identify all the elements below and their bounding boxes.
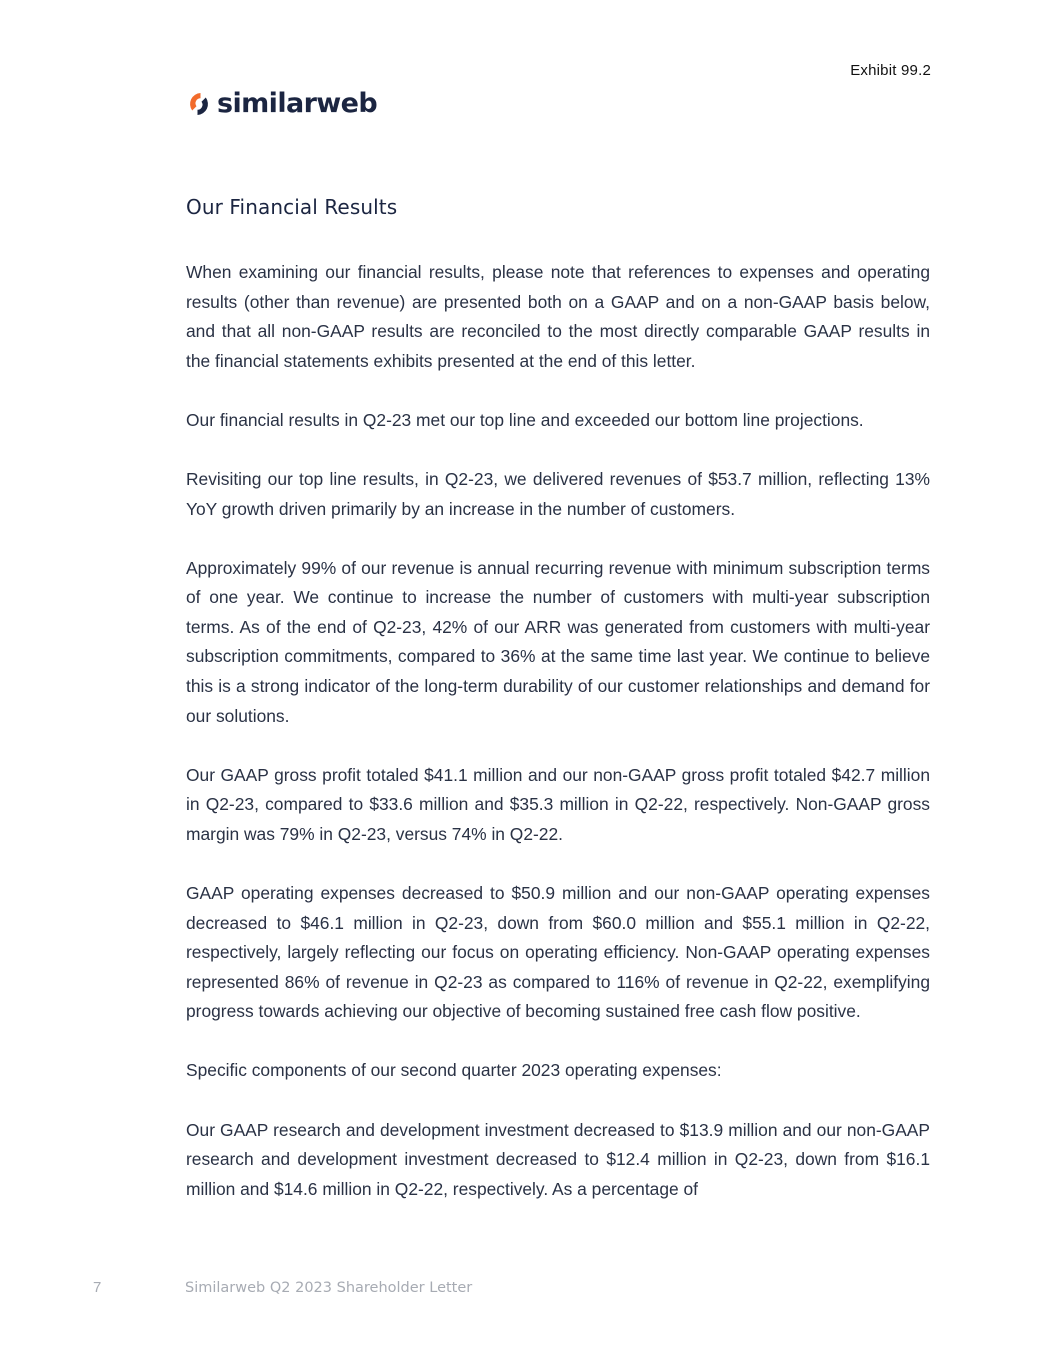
paragraph-gaap-note: When examining our financial results, please note that references to expenses and operating results (other than revenue) are presented both on a GAAP and on a non-GAAP basis below, and that all non-GAAP results are reconciled to the most directly comparable GAAP results in the financial statements exhibits presented at the end of this letter. [186, 262, 930, 371]
company-logo [186, 86, 377, 122]
paragraph-operating-expenses: GAAP operating expenses decreased to $50.9 million and our non-GAAP operating expenses decreased to $46.1 million in Q2-23, down from $60.0 million and $55.1 million in Q2-22, respectively, largely reflecting our focus on operating efficiency. Non-GAAP operating expenses represented 86% of revenue in Q2-23 as compared to 116% of revenue in Q2-22, exemplifying progress towards achieving our objective of becoming sustained free cash flow positive. [186, 883, 930, 1022]
paragraph-opex-components: Specific components of our second quarter 2023 operating expenses: [186, 1060, 722, 1081]
paragraph-recurring-revenue: Approximately 99% of our revenue is annual recurring revenue with minimum subscription terms of one year. We continue to increase the number of customers with multi-year subscription terms. As of the end of Q2-23, 42% of our ARR was generated from customers with multi-year subscription commitments, compared to 36% at the same time last year. We continue to believe this is a strong indicator of the long-term durability of our customer relationships and demand for our solutions. [186, 557, 930, 726]
body-text [186, 258, 930, 1234]
similarweb-logo-icon [186, 91, 212, 117]
page-number: 7 [93, 1279, 102, 1296]
paragraph-revenue: Revisiting our top line results, in Q2-23, we delivered revenues of $53.7 million, reflecting 13% YoY growth driven primarily by an increase in the number of customers. [186, 468, 930, 519]
paragraph-gross-profit: Our GAAP gross profit totaled $41.1 million and our non-GAAP gross profit totaled $42.7 million in Q2-23, compared to $33.6 million and $35.3 million in Q2-22, respectively. Non-GAAP gross margin was 79% in Q2-23, versus 74% in Q2-22. [186, 764, 930, 844]
logo-wordmark: similarweb [217, 88, 378, 119]
paragraph-research-development: Our GAAP research and development investment decreased to $13.9 million and our non-GAAP research and development investment decreased to $12.4 million in Q2-23, down from $16.1 million and $14.6 million in Q2-22, respectively. As a percentage of [186, 1119, 930, 1199]
paragraph-results-summary: Our financial results in Q2-23 met our top line and exceeded our bottom line projections. [186, 409, 864, 430]
footer-document-title: Similarweb Q2 2023 Shareholder Letter [185, 1280, 473, 1296]
section-title: Our Financial Results [186, 195, 398, 219]
exhibit-label: Exhibit 99.2 [850, 62, 931, 79]
